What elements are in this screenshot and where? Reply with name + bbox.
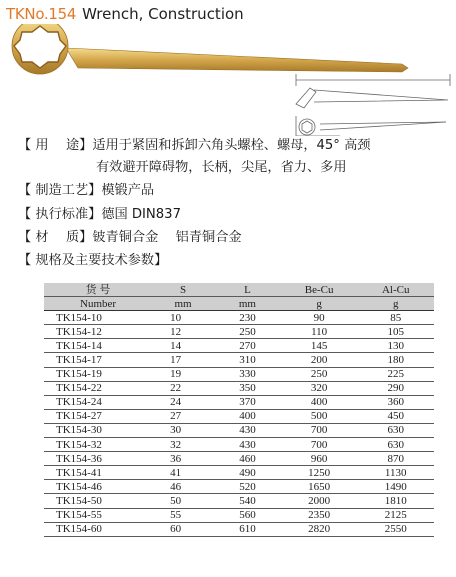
- table-row: [44, 423, 434, 437]
- cell-s: 50: [152, 494, 214, 508]
- cell-l: 490: [214, 466, 281, 480]
- cell-be-cu: 400: [281, 395, 358, 409]
- header-al-cu: Al-Cu: [357, 283, 434, 297]
- table-row: [44, 311, 434, 325]
- cell-s: 32: [152, 438, 214, 452]
- wrench-technical-drawing: [296, 74, 450, 136]
- cell-be-cu: 200: [281, 353, 358, 367]
- cell-al-cu: 450: [357, 409, 434, 423]
- cell-s: 17: [152, 353, 214, 367]
- subheader-be-cu: g: [281, 297, 358, 311]
- table-row: [44, 522, 434, 536]
- cell-number: TK154-27: [44, 409, 152, 423]
- cell-number: TK154-30: [44, 423, 152, 437]
- cell-s: 10: [152, 311, 214, 325]
- table-row: [44, 480, 434, 494]
- cell-s: 24: [152, 395, 214, 409]
- cell-number: TK154-12: [44, 325, 152, 339]
- header-s: S: [152, 283, 214, 297]
- cell-be-cu: 90: [281, 311, 358, 325]
- cell-be-cu: 1650: [281, 480, 358, 494]
- cell-l: 520: [214, 480, 281, 494]
- header-number: 货 号: [44, 283, 152, 297]
- header-be-cu: Be-Cu: [281, 283, 358, 297]
- cell-s: 19: [152, 367, 214, 381]
- cell-number: TK154-41: [44, 466, 152, 480]
- page-title: [6, 5, 244, 23]
- cell-l: 350: [214, 381, 281, 395]
- cell-s: 22: [152, 381, 214, 395]
- cell-al-cu: 630: [357, 423, 434, 437]
- cell-be-cu: 145: [281, 339, 358, 353]
- table-row: [44, 381, 434, 395]
- spec-standard: 【 执行标准】德国 DIN837: [18, 207, 181, 222]
- wrench-photo: [12, 24, 408, 74]
- cell-l: 610: [214, 522, 281, 536]
- cell-number: TK154-19: [44, 367, 152, 381]
- cell-al-cu: 1810: [357, 494, 434, 508]
- cell-l: 430: [214, 438, 281, 452]
- cell-be-cu: 1250: [281, 466, 358, 480]
- cell-l: 230: [214, 311, 281, 325]
- table-header-row: [44, 283, 434, 297]
- cell-al-cu: 2550: [357, 522, 434, 536]
- product-images: [0, 24, 456, 136]
- product-code: TKNo.154: [6, 5, 77, 23]
- cell-l: 310: [214, 353, 281, 367]
- cell-l: 400: [214, 409, 281, 423]
- cell-al-cu: 290: [357, 381, 434, 395]
- table-row: [44, 409, 434, 423]
- cell-be-cu: 2350: [281, 508, 358, 522]
- cell-s: 41: [152, 466, 214, 480]
- cell-number: TK154-22: [44, 381, 152, 395]
- subheader-l: mm: [214, 297, 281, 311]
- cell-number: TK154-50: [44, 494, 152, 508]
- table-row: [44, 367, 434, 381]
- cell-be-cu: 250: [281, 367, 358, 381]
- cell-s: 30: [152, 423, 214, 437]
- cell-al-cu: 360: [357, 395, 434, 409]
- cell-be-cu: 110: [281, 325, 358, 339]
- table-row: [44, 339, 434, 353]
- cell-s: 27: [152, 409, 214, 423]
- table-row: [44, 508, 434, 522]
- product-name: Wrench, Construction: [82, 5, 244, 23]
- table-row: [44, 353, 434, 367]
- cell-al-cu: 130: [357, 339, 434, 353]
- table-row: [44, 452, 434, 466]
- cell-s: 55: [152, 508, 214, 522]
- cell-l: 460: [214, 452, 281, 466]
- cell-al-cu: 1130: [357, 466, 434, 480]
- cell-al-cu: 105: [357, 325, 434, 339]
- cell-l: 270: [214, 339, 281, 353]
- spec-params-heading: 【 规格及主要技术参数】: [18, 253, 168, 268]
- table-row: [44, 395, 434, 409]
- cell-number: TK154-36: [44, 452, 152, 466]
- table-row: [44, 325, 434, 339]
- cell-al-cu: 870: [357, 452, 434, 466]
- spec-process: 【 制造工艺】模锻产品: [18, 183, 155, 198]
- cell-be-cu: 2000: [281, 494, 358, 508]
- cell-number: TK154-32: [44, 438, 152, 452]
- cell-number: TK154-55: [44, 508, 152, 522]
- table-row: [44, 494, 434, 508]
- cell-be-cu: 700: [281, 438, 358, 452]
- cell-l: 540: [214, 494, 281, 508]
- cell-be-cu: 320: [281, 381, 358, 395]
- header-l: L: [214, 283, 281, 297]
- cell-l: 560: [214, 508, 281, 522]
- cell-s: 12: [152, 325, 214, 339]
- cell-al-cu: 2125: [357, 508, 434, 522]
- cell-s: 60: [152, 522, 214, 536]
- cell-number: TK154-14: [44, 339, 152, 353]
- cell-number: TK154-46: [44, 480, 152, 494]
- table-row: [44, 466, 434, 480]
- cell-s: 46: [152, 480, 214, 494]
- cell-be-cu: 500: [281, 409, 358, 423]
- cell-l: 330: [214, 367, 281, 381]
- spec-material: 【 材 质】铍青铜合金 铝青铜合金: [18, 230, 242, 245]
- cell-s: 14: [152, 339, 214, 353]
- cell-number: TK154-24: [44, 395, 152, 409]
- subheader-s: mm: [152, 297, 214, 311]
- spec-use-continued: 有效避开障碍物，长柄，尖尾，省力、多用: [96, 160, 347, 175]
- spec-table: [44, 283, 434, 537]
- cell-number: TK154-10: [44, 311, 152, 325]
- subheader-al-cu: g: [357, 297, 434, 311]
- cell-al-cu: 85: [357, 311, 434, 325]
- table-subheader-row: [44, 297, 434, 311]
- cell-al-cu: 180: [357, 353, 434, 367]
- cell-al-cu: 225: [357, 367, 434, 381]
- cell-be-cu: 700: [281, 423, 358, 437]
- cell-be-cu: 960: [281, 452, 358, 466]
- cell-be-cu: 2820: [281, 522, 358, 536]
- table-row: [44, 438, 434, 452]
- cell-l: 250: [214, 325, 281, 339]
- spec-use: 【 用 途】适用于紧固和拆卸六角头螺栓、螺母，45° 高颈: [18, 138, 371, 153]
- cell-number: TK154-60: [44, 522, 152, 536]
- cell-number: TK154-17: [44, 353, 152, 367]
- subheader-number: Number: [44, 297, 152, 311]
- cell-l: 430: [214, 423, 281, 437]
- cell-al-cu: 630: [357, 438, 434, 452]
- cell-s: 36: [152, 452, 214, 466]
- cell-al-cu: 1490: [357, 480, 434, 494]
- cell-l: 370: [214, 395, 281, 409]
